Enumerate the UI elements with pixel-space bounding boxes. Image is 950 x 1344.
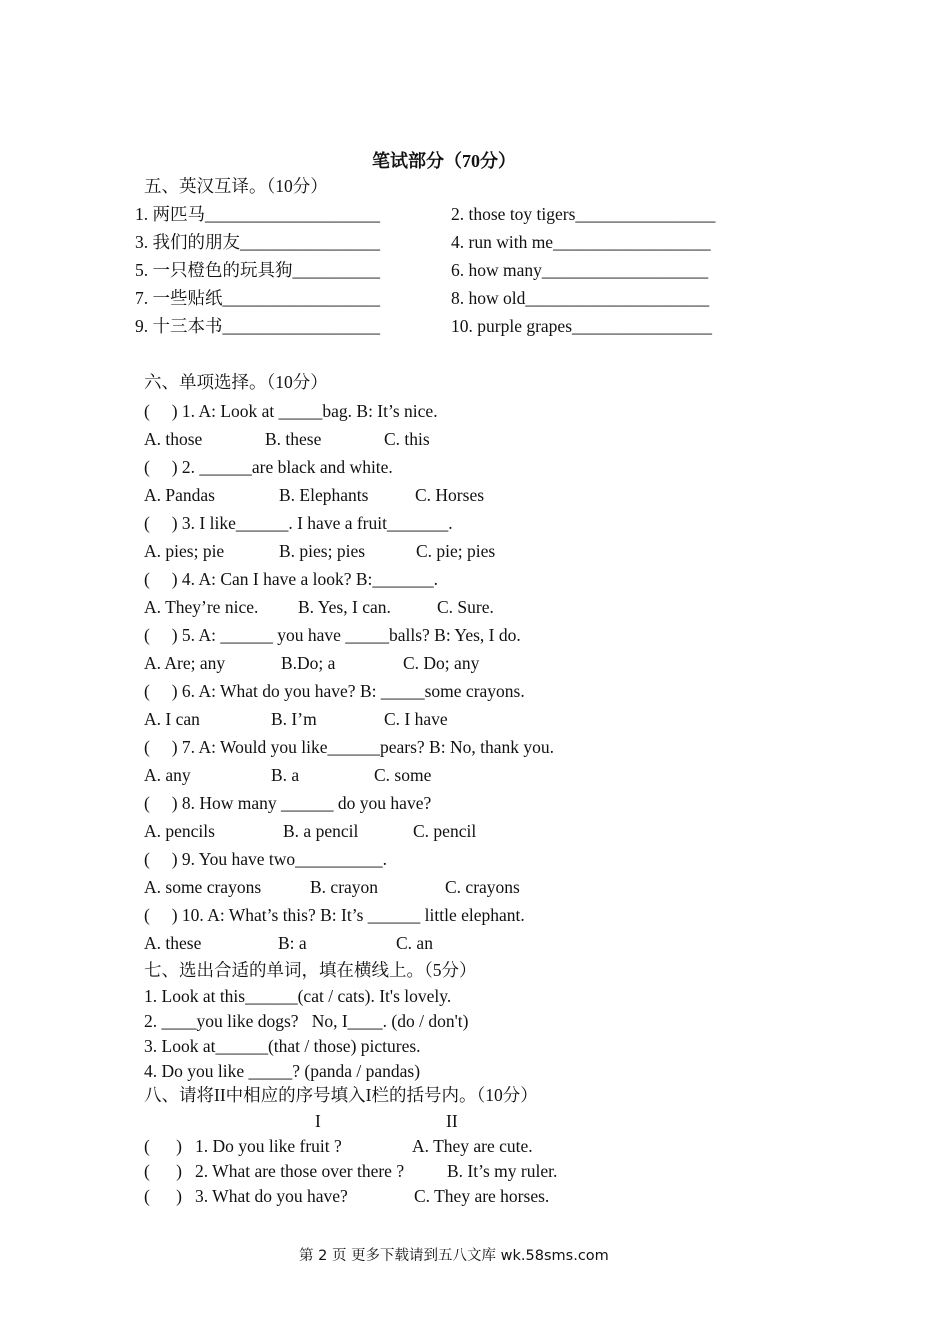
page-title: 笔试部分（70分） xyxy=(372,151,516,171)
option-a: A. these xyxy=(144,933,202,953)
option-c: C. Horses xyxy=(415,485,485,505)
match-question: 2. What are those over there ? xyxy=(195,1161,405,1181)
translation-item: 1. 两匹马____________________ xyxy=(135,204,380,224)
option-b: B. I’m xyxy=(271,709,317,729)
question-8: ( ) 8. How many ______ do you have? xyxy=(144,793,432,813)
match-answer: B. It’s my ruler. xyxy=(447,1161,558,1181)
section-7-heading: 七、选出合适的单词，填在横线上。（5分） xyxy=(144,960,477,980)
question-7: ( ) 7. A: Would you like______pears? B: No, thank you. xyxy=(144,737,554,757)
question-2: ( ) 2. ______are black and white. xyxy=(144,457,393,477)
option-c: C. crayons xyxy=(445,877,520,897)
question-6: ( ) 6. A: What do you have? B: _____some crayons. xyxy=(144,681,525,701)
option-b: B. pies; pies xyxy=(279,541,366,561)
match-answer: A. They are cute. xyxy=(412,1136,533,1156)
option-a: A. some crayons xyxy=(144,877,262,897)
option-a: A. those xyxy=(144,429,203,449)
translation-item: 6. how many___________________ xyxy=(451,260,709,280)
match-question: 3. What do you have? xyxy=(195,1186,348,1206)
fill-item: 3. Look at______(that / those) pictures. xyxy=(144,1036,421,1056)
translation-item: 8. how old_____________________ xyxy=(451,288,710,308)
option-b: B. Yes, I can. xyxy=(298,597,391,617)
translation-item: 9. 十三本书__________________ xyxy=(135,316,380,336)
option-b: B. a pencil xyxy=(283,821,359,841)
section-5-heading: 五、英汉互译。（10分） xyxy=(144,176,328,196)
option-c: C. Sure. xyxy=(437,597,494,617)
match-question: 1. Do you like fruit ? xyxy=(195,1136,342,1156)
option-b: B. Elephants xyxy=(279,485,369,505)
option-b: B: a xyxy=(278,933,307,953)
option-a: A. any xyxy=(144,765,191,785)
translation-item: 3. 我们的朋友________________ xyxy=(135,232,380,252)
fill-item: 2. ____you like dogs? No, I____. (do / don't) xyxy=(144,1011,469,1031)
option-c: C. I have xyxy=(384,709,448,729)
fill-item: 1. Look at this______(cat / cats). It's lovely. xyxy=(144,986,452,1006)
option-c: C. this xyxy=(384,429,430,449)
match-paren: ( ) xyxy=(144,1136,182,1156)
option-a: A. They’re nice. xyxy=(144,597,259,617)
option-a: A. Are; any xyxy=(144,653,226,673)
question-10: ( ) 10. A: What’s this? B: It’s ______ little elephant. xyxy=(144,905,525,925)
question-1: ( ) 1. A: Look at _____bag. B: It’s nice. xyxy=(144,401,438,421)
translation-item: 4. run with me__________________ xyxy=(451,232,711,252)
option-c: C. some xyxy=(374,765,432,785)
option-a: A. pies; pie xyxy=(144,541,225,561)
match-answer: C. They are horses. xyxy=(414,1186,550,1206)
question-9: ( ) 9. You have two__________. xyxy=(144,849,388,869)
match-paren: ( ) xyxy=(144,1161,182,1181)
option-a: A. I can xyxy=(144,709,200,729)
translation-item: 10. purple grapes________________ xyxy=(451,316,713,336)
option-c: C. Do; any xyxy=(403,653,480,673)
option-b: B. a xyxy=(271,765,300,785)
fill-item: 4. Do you like _____? (panda / pandas) xyxy=(144,1061,421,1081)
option-c: C. an xyxy=(396,933,433,953)
page-footer: 第 2 页 更多下载请到五八文库 wk.58sms.com xyxy=(299,1248,609,1264)
option-c: C. pencil xyxy=(413,821,477,841)
section-8-heading: 八、请将II中相应的序号填入I栏的括号内。（10分） xyxy=(144,1085,538,1105)
option-b: B. these xyxy=(265,429,322,449)
translation-item: 5. 一只橙色的玩具狗__________ xyxy=(135,260,380,280)
option-b: B.Do; a xyxy=(281,653,336,673)
option-a: A. pencils xyxy=(144,821,215,841)
question-5: ( ) 5. A: ______ you have _____balls? B: Yes, I do. xyxy=(144,625,521,645)
translation-item: 7. 一些贴纸__________________ xyxy=(135,288,380,308)
question-3: ( ) 3. I like______. I have a fruit_______. xyxy=(144,513,453,533)
option-c: C. pie; pies xyxy=(416,541,496,561)
translation-item: 2. those toy tigers________________ xyxy=(451,204,716,224)
match-paren: ( ) xyxy=(144,1186,182,1206)
column-ii-header: II xyxy=(446,1111,458,1131)
option-b: B. crayon xyxy=(310,877,379,897)
question-4: ( ) 4. A: Can I have a look? B:_______. xyxy=(144,569,439,589)
section-6-heading: 六、单项选择。（10分） xyxy=(144,372,328,392)
column-i-header: I xyxy=(315,1111,321,1131)
option-a: A. Pandas xyxy=(144,485,215,505)
